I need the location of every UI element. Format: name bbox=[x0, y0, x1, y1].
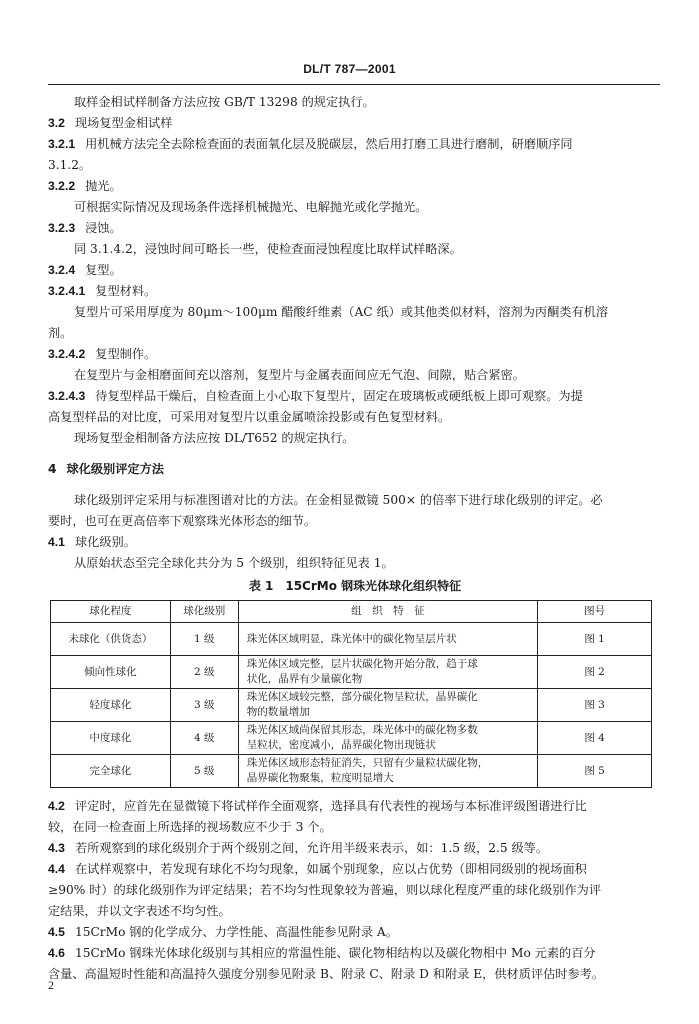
paragraph-text: 高复型样品的对比度，可采用对复型片以重金属喷涂投影或有色复型材料。 bbox=[48, 410, 451, 424]
paragraph bbox=[48, 817, 662, 838]
paragraph bbox=[48, 281, 662, 302]
paragraph bbox=[48, 155, 662, 176]
paragraph bbox=[48, 92, 662, 113]
paragraph bbox=[48, 113, 662, 134]
paragraph-text: 3.1.2。 bbox=[48, 158, 92, 172]
paragraph-text: 复型片可采用厚度为 80μm～100μm 醋酸纤维素（AC 纸）或其他类似材料，溶剂为丙酮类有机溶 bbox=[74, 305, 609, 319]
clause-number: 4.1 bbox=[48, 535, 65, 549]
paragraph bbox=[48, 943, 662, 964]
paragraph-text: 若所观察到的球化级别介于两个级别之间，允许用半级来表示，如：1.5 级，2.5 级等。 bbox=[74, 841, 549, 855]
header-rule bbox=[48, 84, 660, 85]
paragraph-text: 同 3.1.4.2，浸蚀时间可略长一些，使检查面浸蚀程度比取样试样略深。 bbox=[74, 242, 462, 256]
paragraph-text: 剂。 bbox=[48, 326, 73, 340]
paragraph-text: 15CrMo 钢的化学成分、力学性能、高温性能参见附录 A。 bbox=[74, 925, 398, 939]
paragraph-text: 复型。 bbox=[85, 263, 122, 277]
paragraph bbox=[48, 302, 662, 323]
clause-number: 4.5 bbox=[48, 925, 65, 939]
paragraph-text: 球化级别。 bbox=[74, 535, 136, 549]
table-row bbox=[51, 755, 652, 788]
paragraph bbox=[48, 553, 662, 574]
clause-number: 3.2 bbox=[48, 116, 65, 130]
cell-feature bbox=[238, 623, 537, 656]
section-4-heading bbox=[48, 459, 662, 480]
feature-line: 珠光体区域明显，珠光体中的碳化物呈层片状 bbox=[246, 632, 457, 645]
header-level: 球化级别 bbox=[170, 601, 238, 623]
paragraph-text: 15CrMo 钢珠光体球化级别与其相应的常温性能、碳化物相结构以及碳化物相中 Mo 元素的百分 bbox=[74, 946, 596, 960]
cell-level: 5 级 bbox=[170, 755, 238, 788]
cell-degree: 轻度球化 bbox=[51, 689, 171, 722]
cell-feature bbox=[238, 755, 537, 788]
paragraph bbox=[48, 511, 662, 532]
page-header-title: DL/T 787—2001 bbox=[303, 62, 396, 76]
paragraph bbox=[48, 260, 662, 281]
clause-number: 4.6 bbox=[48, 946, 65, 960]
cell-figure: 图 4 bbox=[538, 722, 652, 755]
paragraph bbox=[48, 838, 662, 859]
spheroidization-table bbox=[50, 600, 652, 788]
cell-degree: 中度球化 bbox=[51, 722, 171, 755]
cell-figure: 图 3 bbox=[538, 689, 652, 722]
paragraph bbox=[48, 365, 662, 386]
clause-number: 3.2.2 bbox=[48, 179, 76, 193]
paragraph bbox=[48, 490, 662, 511]
paragraph-text: 复型制作。 bbox=[95, 347, 157, 361]
paragraph-text: 在复型片与金相磨面间充以溶剂，复型片与金属表面间应无气泡、间隙，贴合紧密。 bbox=[74, 368, 525, 382]
cell-degree: 倾向性球化 bbox=[51, 656, 171, 689]
clause-number: 4.4 bbox=[48, 862, 65, 876]
paragraph-text: 评定时，应首先在显微镜下将试样作全面观察，选择具有代表性的视场与本标准评级图谱进行比 bbox=[74, 799, 587, 813]
feature-line: 物的数量增加 bbox=[246, 706, 310, 718]
paragraph bbox=[48, 323, 662, 344]
paragraph-text: 待复型样品干燥后，自检查面上小心取下复型片，固定在玻璃板或硬纸板上即可观察。为提 bbox=[95, 389, 583, 403]
paragraph bbox=[48, 407, 662, 428]
clause-number: 3.2.1 bbox=[48, 137, 76, 151]
feature-line: 珠光体区域形态特征消失，只留有少量粒状碳化物， bbox=[246, 757, 489, 769]
section-number: 4 bbox=[48, 462, 57, 476]
cell-figure: 图 5 bbox=[538, 755, 652, 788]
paragraph bbox=[48, 386, 662, 407]
feature-line: 珠光体区域尚保留其形态，珠光体中的碳化物多数 bbox=[246, 724, 478, 736]
paragraph bbox=[48, 218, 662, 239]
cell-degree: 完全球化 bbox=[51, 755, 171, 788]
paragraph bbox=[48, 532, 662, 553]
cell-feature bbox=[238, 656, 537, 689]
paragraph bbox=[48, 796, 662, 817]
cell-feature bbox=[238, 689, 537, 722]
paragraph-text: 取样金相试样制备方法应按 GB/T 13298 的规定执行。 bbox=[74, 95, 375, 109]
paragraph bbox=[48, 901, 662, 922]
paragraph-text: 复型材料。 bbox=[95, 284, 157, 298]
clause-number: 4.3 bbox=[48, 841, 65, 855]
paragraph-text: ≥90% 时）的球化级别作为评定结果；若不均匀性现象较为普遍，则以球化程度严重的球化级别作为评 bbox=[48, 883, 602, 897]
table-header-row bbox=[51, 601, 652, 623]
paragraph-text: 用机械方法完全去除检查面的表面氧化层及脱碳层，然后用打磨工具进行磨制，研磨顺序同 bbox=[85, 137, 573, 151]
paragraph bbox=[48, 239, 662, 260]
cell-figure: 图 1 bbox=[538, 623, 652, 656]
header-feature: 组 织 特 征 bbox=[238, 601, 537, 623]
feature-line: 呈粒状，密度减小，晶界碳化物出现链状 bbox=[246, 739, 436, 751]
paragraph-text: 现场复型金相试样 bbox=[74, 116, 173, 130]
table-row bbox=[51, 722, 652, 755]
document-body bbox=[48, 92, 662, 985]
cell-level: 1 级 bbox=[170, 623, 238, 656]
table-row bbox=[51, 656, 652, 689]
cell-figure: 图 2 bbox=[538, 656, 652, 689]
paragraph bbox=[48, 922, 662, 943]
clause-number: 3.2.4.1 bbox=[48, 284, 86, 298]
paragraph-text: 较，在同一检查面上所选择的视场数应不少于 3 个。 bbox=[48, 820, 332, 834]
paragraph-text: 抛光。 bbox=[85, 179, 122, 193]
cell-feature bbox=[238, 722, 537, 755]
paragraph-text: 现场复型金相制备方法应按 DL/T652 的规定执行。 bbox=[74, 431, 355, 445]
paragraph bbox=[48, 344, 662, 365]
paragraph bbox=[48, 428, 662, 449]
paragraph bbox=[48, 197, 662, 218]
paragraph bbox=[48, 964, 662, 985]
section-title: 球化级别评定方法 bbox=[66, 462, 164, 476]
clause-number: 4.2 bbox=[48, 799, 65, 813]
cell-level: 4 级 bbox=[170, 722, 238, 755]
paragraph bbox=[48, 134, 662, 155]
paragraph-text: 在试样观察中，若发现有球化不均匀现象，如属个别现象，应以占优势（即相同级别的视场面积 bbox=[74, 862, 587, 876]
paragraph bbox=[48, 880, 662, 901]
paragraph-text: 浸蚀。 bbox=[85, 221, 122, 235]
clause-number: 3.2.4 bbox=[48, 263, 76, 277]
paragraphs-top bbox=[48, 92, 662, 449]
clause-number: 3.2.4.3 bbox=[48, 389, 86, 403]
cell-degree: 未球化（供货态） bbox=[51, 623, 171, 656]
feature-line: 珠光体区域较完整，部分碳化物呈粒状，晶界碳化 bbox=[246, 691, 478, 703]
header-figure: 图号 bbox=[538, 601, 652, 623]
feature-line: 珠光体区域完整，层片状碳化物开始分散，趋于球 bbox=[246, 658, 478, 670]
paragraph bbox=[48, 176, 662, 197]
header-degree: 球化程度 bbox=[51, 601, 171, 623]
clause-number: 3.2.3 bbox=[48, 221, 76, 235]
paragraph-text: 定结果，并以文字表述不均匀性。 bbox=[48, 904, 231, 918]
clause-number: 3.2.4.2 bbox=[48, 347, 86, 361]
cell-level: 3 级 bbox=[170, 689, 238, 722]
page-number: 2 bbox=[48, 978, 54, 992]
paragraph-text: 可根据实际情况及现场条件选择机械抛光、电解抛光或化学抛光。 bbox=[74, 200, 428, 214]
paragraph-text: 球化级别评定采用与标准图谱对比的方法。在金相显微镜 500× 的倍率下进行球化级别的评定。必 bbox=[74, 493, 603, 507]
cell-level: 2 级 bbox=[170, 656, 238, 689]
table-row bbox=[51, 689, 652, 722]
paragraph bbox=[48, 859, 662, 880]
feature-line: 晶界碳化物聚集，粒度明显增大 bbox=[246, 772, 394, 784]
paragraph-text: 含量、高温短时性能和高温持久强度分别参见附录 B、附录 C、附录 D 和附录 E，供材质评估时参考。 bbox=[48, 967, 605, 981]
table-row bbox=[51, 623, 652, 656]
paragraph-text: 从原始状态至完全球化共分为 5 个级别，组织特征见表 1。 bbox=[74, 556, 394, 570]
feature-line: 状化，晶界有少量碳化物 bbox=[246, 673, 363, 685]
paragraph-text: 要时，也可在更高倍率下观察珠光体形态的细节。 bbox=[48, 514, 317, 528]
table-caption: 表 1 15CrMo 钢珠光体球化组织特征 bbox=[248, 579, 462, 593]
paragraphs-mid bbox=[48, 490, 662, 574]
paragraphs-bottom bbox=[48, 796, 662, 985]
